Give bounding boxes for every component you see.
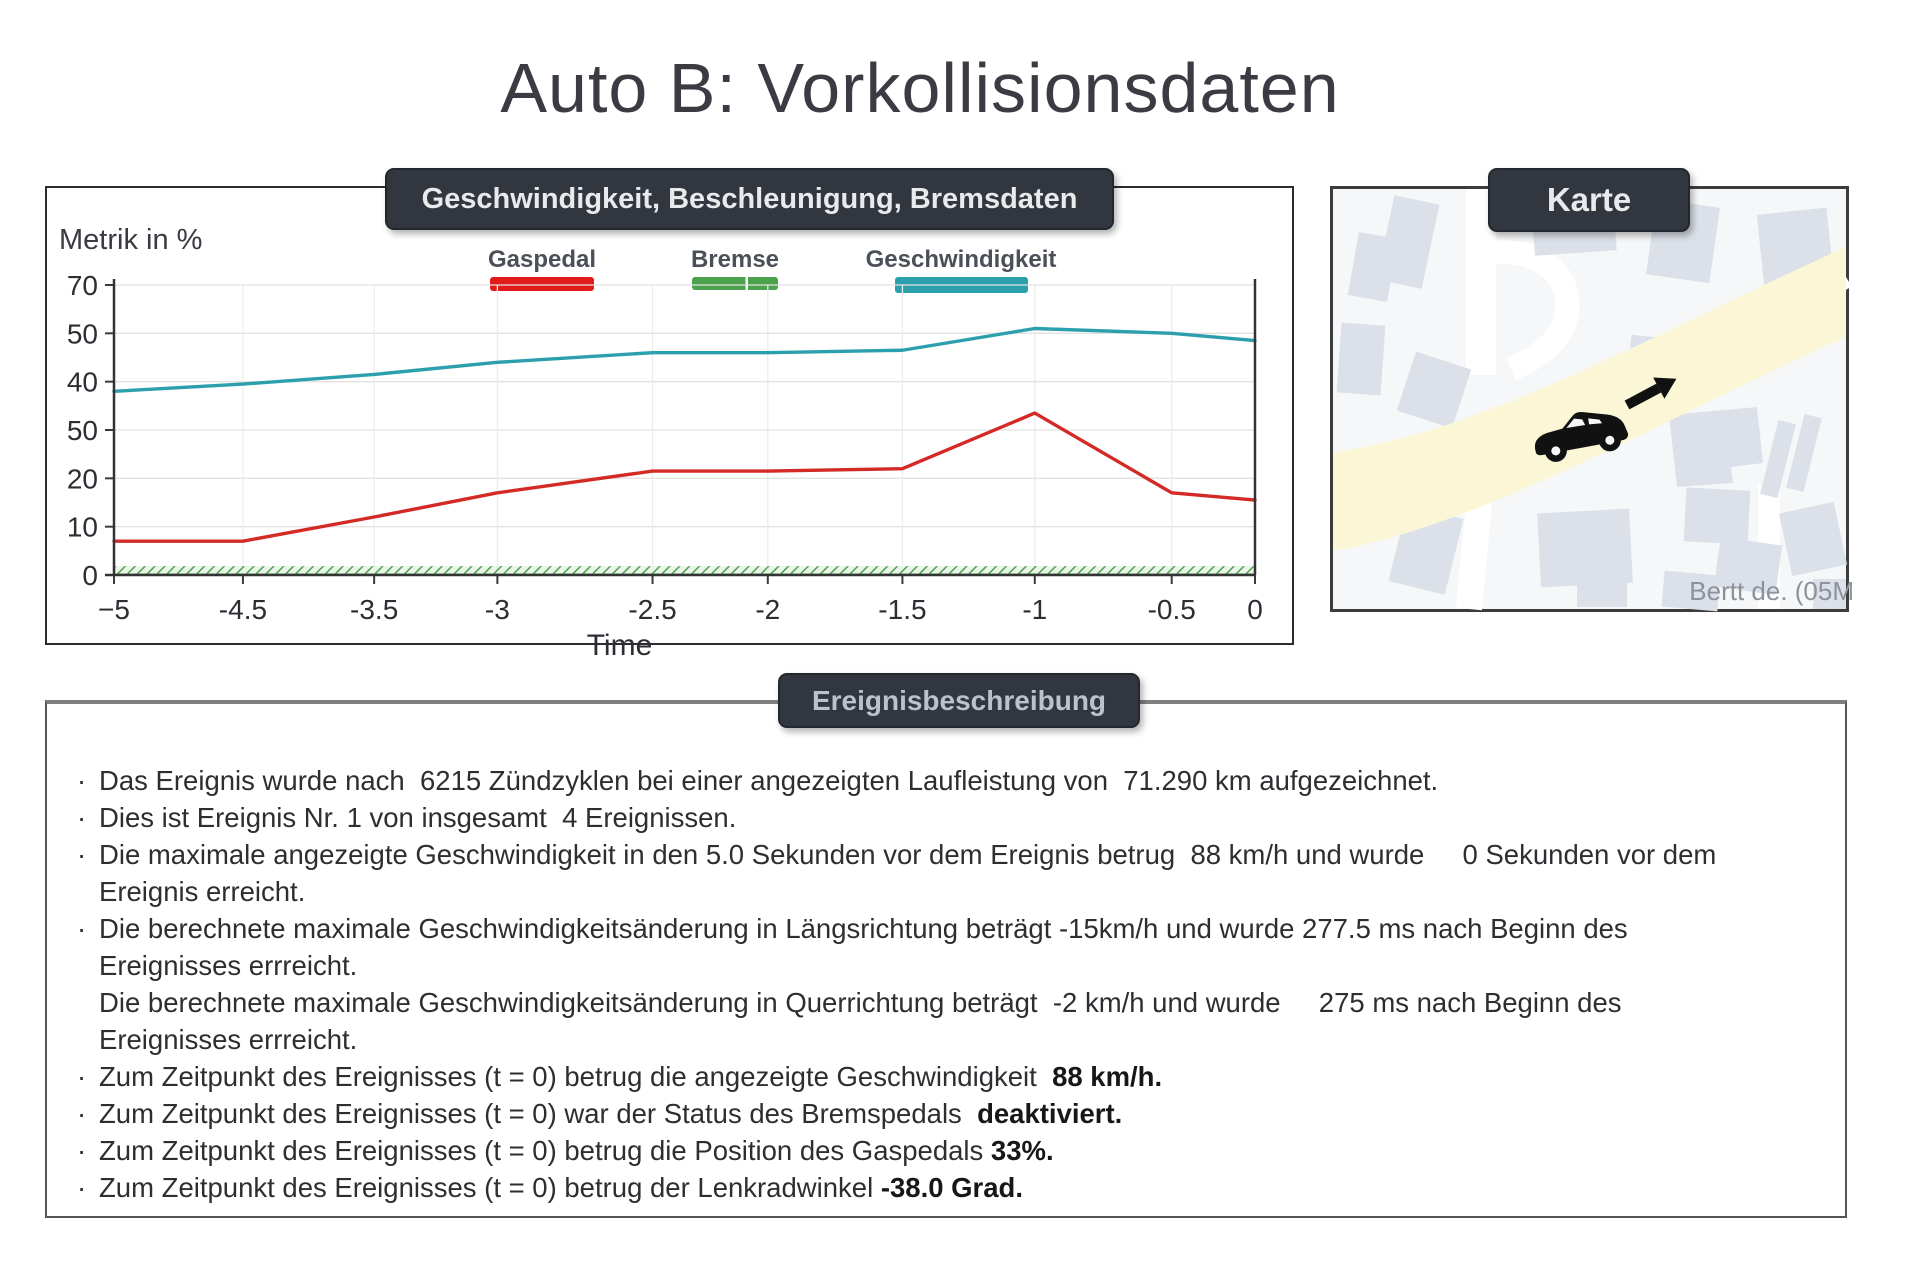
bullet: · <box>77 1172 87 1203</box>
svg-text:-3.5: -3.5 <box>350 594 399 625</box>
bullet: · <box>77 1061 87 1092</box>
description-line <box>77 799 1827 836</box>
map-attribution: Bertt de. (05M <box>1689 576 1854 606</box>
description-text: Die berechnete maximale Geschwindigkeitsänderung in Längsrichtung beträgt -15km/h und wurde 277.5 ms nach Beginn des <box>99 913 1628 944</box>
svg-text:0: 0 <box>82 560 98 591</box>
description-text: Ereignisses errreicht. <box>99 1024 358 1055</box>
description-text: Zum Zeitpunkt des Ereignisses (t = 0) war der Status des Bremspedals <box>99 1098 978 1129</box>
svg-text:70: 70 <box>66 270 98 301</box>
description-line <box>77 910 1827 947</box>
description-text: Die maximale angezeigte Geschwindigkeit in den 5.0 Sekunden vor dem Ereignis betrug 88 km/h und wurde 0 Sekunden vor dem <box>99 839 1717 870</box>
description-line <box>77 873 1827 910</box>
svg-text:40: 40 <box>66 366 98 398</box>
svg-text:-0.5: -0.5 <box>1147 594 1196 625</box>
bullet: · <box>77 839 87 870</box>
svg-text:−5: −5 <box>98 594 130 625</box>
description-text: Das Ereignis wurde nach 6215 Zündzyklen bei einer angezeigten Laufleistung von 71.290 km aufgezeichnet. <box>99 765 1439 796</box>
legend-label: Bremse <box>690 246 780 273</box>
chart-header-label: Geschwindigkeit, Beschleunigung, Bremsdaten <box>421 182 1078 215</box>
description-value: deaktiviert. <box>977 1098 1123 1129</box>
svg-text:-2.5: -2.5 <box>628 594 677 625</box>
description-lines <box>77 762 1827 1206</box>
y-axis-title: Metrik in % <box>59 224 203 256</box>
description-value: 33%. <box>990 1135 1054 1166</box>
svg-text:-1.5: -1.5 <box>878 594 927 625</box>
description-text: Dies ist Ereignis Nr. 1 von insgesamt 4 Ereignissen. <box>99 802 737 833</box>
map-graphic <box>1333 189 1846 609</box>
bullet: · <box>77 913 87 944</box>
description-header-label: Ereignisbeschreibung <box>811 684 1107 716</box>
description-line <box>77 1058 1827 1095</box>
svg-text:0: 0 <box>1247 594 1263 625</box>
map-panel <box>1330 186 1854 612</box>
description-value: 88 km/h. <box>1052 1061 1163 1092</box>
bullet: · <box>77 1098 87 1129</box>
svg-text:50: 50 <box>66 415 98 446</box>
description-text: Ereignisses errreicht. <box>99 950 358 981</box>
description-panel <box>45 700 1847 1218</box>
description-header-tab <box>778 673 1140 728</box>
description-text: Zum Zeitpunkt des Ereignisses (t = 0) betrug die Position des Gaspedals <box>99 1135 991 1166</box>
bullet: · <box>77 765 87 796</box>
description-line <box>77 1095 1827 1132</box>
svg-text:-2: -2 <box>755 594 781 625</box>
chart-header-tab <box>385 168 1114 230</box>
page-title: Auto B: Vorkollisionsdaten <box>500 49 1340 127</box>
legend-label: Gaspedal <box>487 246 597 273</box>
svg-text:-3: -3 <box>484 594 510 625</box>
bullet: · <box>77 802 87 833</box>
bullet: · <box>77 1135 87 1166</box>
svg-text:10: 10 <box>66 511 98 543</box>
precollision-line-chart <box>47 188 1292 662</box>
description-line <box>77 836 1827 873</box>
description-text: Zum Zeitpunkt des Ereignisses (t = 0) betrug die angezeigte Geschwindigkeit <box>99 1061 1053 1092</box>
map-header-tab <box>1488 168 1690 232</box>
svg-text:Time: Time <box>586 629 653 662</box>
legend-label: Geschwindigkeit <box>865 246 1057 273</box>
description-text: Zum Zeitpunkt des Ereignisses (t = 0) betrug der Lenkradwinkel <box>99 1172 881 1203</box>
description-line <box>77 1132 1827 1169</box>
description-text: Ereignis erreicht. <box>99 876 306 907</box>
chart-panel <box>45 182 1294 662</box>
description-line <box>77 984 1827 1021</box>
description-text: Die berechnete maximale Geschwindigkeitsänderung in Querrichtung beträgt -2 km/h und wurde 275 ms nach Beginn des <box>99 987 1622 1018</box>
description-value: -38.0 Grad. <box>880 1172 1023 1203</box>
svg-text:-1: -1 <box>1022 594 1048 625</box>
map-header-label: Karte <box>1546 181 1632 218</box>
svg-text:20: 20 <box>66 463 98 495</box>
svg-text:-4.5: -4.5 <box>218 594 268 625</box>
description-line <box>77 947 1827 984</box>
description-line <box>77 762 1827 799</box>
description-line <box>77 1169 1827 1206</box>
description-line <box>77 1021 1827 1058</box>
svg-text:50: 50 <box>66 318 98 350</box>
